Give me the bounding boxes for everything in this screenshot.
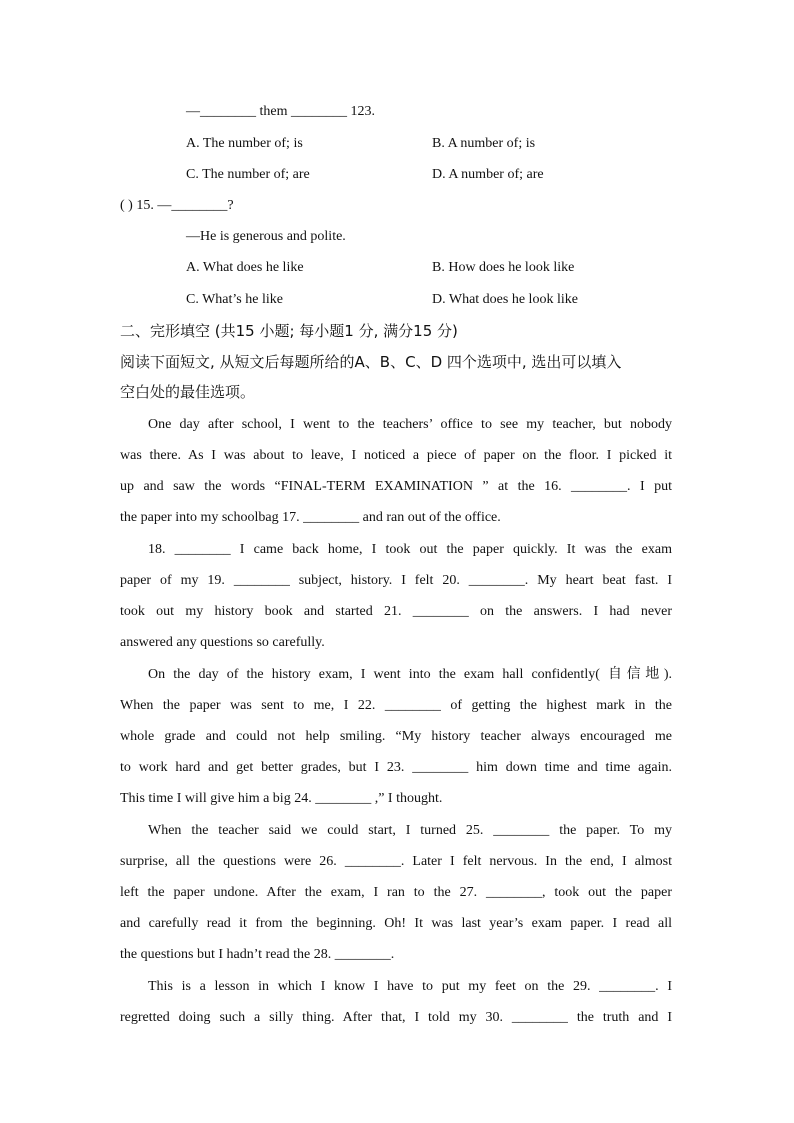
- paragraph-line: up and saw the words “FINAL-TERM EXAMINATION ” at the 16. ________. I put: [120, 479, 672, 494]
- paragraph-1: [120, 409, 672, 533]
- q15-option-c: C. What’s he like: [186, 292, 283, 307]
- paragraph-line: When the paper was sent to me, I 22. ________ of getting the highest mark in the: [120, 698, 672, 713]
- q14-option-d: D. A number of; are: [432, 167, 544, 182]
- paragraph-line: took out my history book and started 21. ________ on the answers. I had never: [120, 604, 672, 619]
- paragraph-line: One day after school, I went to the teachers’ office to see my teacher, but nobody: [148, 417, 672, 432]
- q14-option-b: B. A number of; is: [432, 136, 536, 151]
- section-instruction-2: 空白处的最佳选项。: [120, 383, 256, 401]
- paragraph-line: answered any questions so carefully.: [120, 635, 325, 650]
- paragraph-line: to work hard and get better grades, but I 23. ________ him down time and time again.: [120, 760, 672, 775]
- q14-stem-line: —________ them ________ 123.: [186, 104, 375, 119]
- paragraph-2: [120, 534, 672, 658]
- paragraph-line: surprise, all the questions were 26. ________. Later I felt nervous. In the end, I almost: [120, 854, 672, 869]
- paragraph-3: [120, 659, 672, 814]
- paragraph-line: whole grade and could not help smiling. “My history teacher always encouraged me: [120, 729, 672, 744]
- q15-option-b: B. How does he look like: [432, 260, 575, 275]
- paragraph-line: This is a lesson in which I know I have to put my feet on the 29. ________. I: [148, 979, 672, 994]
- q15-stem: ( ) 15. —________?: [120, 198, 234, 213]
- paragraph-line: On the day of the history exam, I went into the exam hall confidently( 自信地).: [148, 667, 672, 682]
- paragraph-line: the questions but I hadn’t read the 28. ________.: [120, 947, 395, 962]
- q15-option-a: A. What does he like: [186, 260, 304, 275]
- paragraph-line: and carefully read it from the beginning. Oh! It was last year’s exam paper. I read all: [120, 916, 672, 931]
- q14-option-c: C. The number of; are: [186, 167, 310, 182]
- paragraph-line: When the teacher said we could start, I turned 25. ________ the paper. To my: [148, 823, 672, 838]
- paragraph-5: [120, 971, 672, 1033]
- paragraph-line: the paper into my schoolbag 17. ________ and ran out of the office.: [120, 510, 501, 525]
- paragraph-line: left the paper undone. After the exam, I ran to the 27. ________, took out the paper: [120, 885, 672, 900]
- q15-option-d: D. What does he look like: [432, 292, 578, 307]
- paragraph-line: 18. ________ I came back home, I took out the paper quickly. It was the exam: [148, 542, 672, 557]
- q14-option-a: A. The number of; is: [186, 136, 303, 151]
- paragraph-line: regretted doing such a silly thing. After that, I told my 30. ________ the truth and I: [120, 1010, 672, 1025]
- paragraph-4: [120, 815, 672, 970]
- paragraph-line: was there. As I was about to leave, I noticed a piece of paper on the floor. I picked it: [120, 448, 672, 463]
- section-title: 二、完形填空 (共15 小题; 每小题1 分, 满分15 分): [120, 322, 458, 340]
- section-instruction-1: 阅读下面短文, 从短文后每题所给的A、B、C、D 四个选项中, 选出可以填入: [120, 353, 622, 371]
- paragraph-line: This time I will give him a big 24. ________ ,” I thought.: [120, 791, 443, 806]
- q15-response: —He is generous and polite.: [186, 229, 346, 244]
- paragraph-line: paper of my 19. ________ subject, history. I felt 20. ________. My heart beat fast. I: [120, 573, 672, 588]
